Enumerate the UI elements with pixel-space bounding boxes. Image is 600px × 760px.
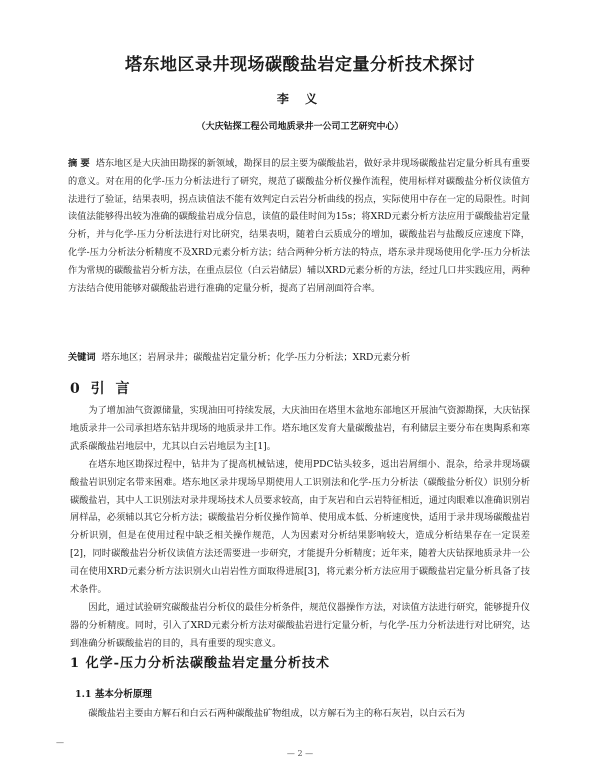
keywords-text: 塔东地区；岩屑录井；碳酸盐岩定量分析；化学-压力分析法；XRD元素分析 — [101, 352, 411, 363]
section-0-body — [70, 402, 530, 653]
page-number: — 2 — — [286, 749, 314, 758]
body-paragraph: 因此，通过试验研究碳酸盐岩分析仪的最佳分析条件，规范仪器操作方法，对读值方法进行研究，能够提升仪器的分析精度。同时，引入了XRD元素分析方法对碳酸盐岩进行定量分析，与化学-压力分析法进行对比研究，达到准确分析碳酸盐岩的目的，具有重要的现实意义。 — [70, 601, 530, 649]
paper-title: 塔东地区录井现场碳酸盐岩定量分析技术探讨 — [125, 55, 475, 75]
body-paragraph: 为了增加油气资源储量，实现油田可持续发展，大庆油田在塔里木盆地东部地区开展油气资源勘探，大庆钻探地质录井一公司承担塔东钻井现场的地质录井工作。塔东地区发育大量碳酸盐岩，有利储层主要分布在奥陶系和寒武系碳酸盐岩地层中，尤其以白云岩地层为主[1]。 — [70, 405, 530, 452]
section-1-1-text: 碳酸盐岩主要由方解石和白云石两种碳酸盐矿物组成，以方解石为主的称石灰岩，以白云石为 — [88, 708, 466, 719]
section-1-1-heading: 1.1 基本分析原理 — [75, 689, 152, 700]
page-mark: — — [56, 738, 64, 747]
author-affiliation: （大庆钻探工程公司地质录井一公司工艺研究中心） — [196, 122, 404, 132]
author-name: 李 义 — [276, 92, 324, 106]
abstract-label: 摘 要 — [68, 158, 90, 169]
keywords-label: 关键词 — [68, 352, 96, 363]
body-paragraph: 在塔东地区勘探过程中，钻井为了提高机械钻速，使用PDC钻头较多，返出岩屑细小、混杂，给录井现场碳酸盐岩识别定名带来困难。塔东地区录井现场早期使用人工识别法和化学-压力分析法（碳酸盐分析仪）识别分析碳酸盐岩，其中人工识别法对录井现场技术人员要求较高，由于灰岩和白云岩特征相近，通过肉眼难以准确识别岩屑样品，必须辅以其它分析方法；碳酸盐岩分析仪操作简单、使用成本低、分析速度快，适用于录井现场碳酸盐岩分析识别，但是在使用过程中缺乏相关操作规范，人为因素对分析结果影响较大，造成分析结果存在一定误差[2]，同时碳酸盐岩分析仪读值方法还需要进一步研究，才能提升分析精度；近年来，随着大庆钻探地质录井一公司在使用XRD元素分析方法识别火山岩岩性方面取得进展[3]，将元素分析方法应用于碳酸盐岩定量分析具备了技术条件。 — [70, 458, 530, 596]
keywords — [68, 351, 530, 365]
abstract-text: 塔东地区是大庆油田勘探的新领域，勘探目的层主要为碳酸盐岩，做好录井现场碳酸盐岩定量分析具有重要的意义。对在用的化学-压力分析法进行了研究，规范了碳酸盐分析仪操作流程，使用标样对碳酸盐分析仪读值方法进行了验证，结果表明，拐点读值法不能有效判定白云岩分析曲线的拐点，实际使用中存在一定的局限性。时间读值法能够得出较为准确的碳酸盐岩成分信息，读值的最佳时间为15s；将XRD元素分析方法应用于碳酸盐岩定量分析，并与化学-压力分析法进行对比研究，结果表明，随着白云质成分的增加，碳酸盐岩与盐酸反应速度下降，化学-压力分析法分析精度不及XRD元素分析方法；结合两种分析方法的特点，塔东录井现场使用化学-压力分析法作为常规的碳酸盐岩分析方法，在重点层位（白云岩储层）辅以XRD元素分析的方法，经过几口井实践应用，两种方法结合使用能够对碳酸盐岩进行准确的定量分析，提高了岩屑剖面符合率。 — [68, 158, 531, 294]
abstract — [68, 155, 530, 297]
section-0-heading: 0 引 言 — [70, 381, 133, 397]
section-1-heading: 1 化学-压力分析法碳酸盐岩定量分析技术 — [70, 656, 330, 671]
